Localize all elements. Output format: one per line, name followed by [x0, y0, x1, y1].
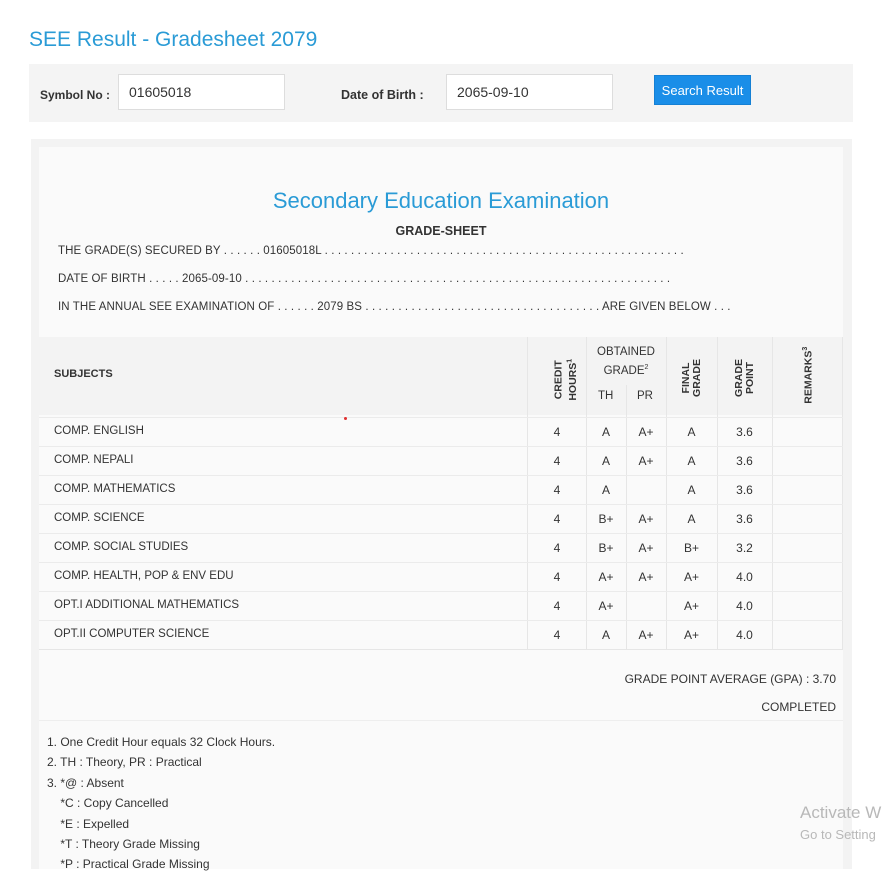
pr-grade-cell: A+ — [638, 425, 654, 439]
header-final-line1: FINAL — [680, 362, 692, 394]
row-divider — [39, 475, 843, 476]
subject-cell: COMP. MATHEMATICS — [54, 483, 176, 495]
subject-cell: COMP. NEPALI — [54, 454, 134, 466]
footnote-item: *C : Copy Cancelled — [47, 796, 169, 811]
row-divider — [39, 533, 843, 534]
header-th: TH — [598, 390, 614, 402]
th-grade-cell: A — [601, 425, 610, 439]
header-credit-hours — [553, 355, 579, 405]
header-obtained-sup: 2 — [644, 364, 649, 371]
final-grade-cell: A+ — [683, 628, 699, 642]
row-divider — [39, 562, 843, 563]
subject-cell: COMP. HEALTH, POP & ENV EDU — [54, 570, 234, 582]
dob-label: Date of Birth : — [341, 88, 424, 102]
row-divider — [39, 446, 843, 447]
footnote-item: 3. *@ : Absent — [47, 775, 124, 790]
grade-point-cell: 3.6 — [736, 512, 753, 526]
header-grade-point — [734, 353, 756, 403]
final-grade-cell: A — [687, 454, 696, 468]
gpa-summary: GRADE POINT AVERAGE (GPA) : 3.70 — [624, 672, 836, 686]
subject-cell: COMP. SOCIAL STUDIES — [54, 541, 189, 553]
credit-cell: 4 — [553, 599, 561, 613]
table-row — [39, 475, 843, 504]
table-bottom-line — [39, 649, 843, 650]
footnote-item: *E : Expelled — [47, 816, 130, 831]
final-grade-cell: A — [687, 483, 696, 497]
exam-title: Secondary Education Examination — [272, 188, 610, 213]
th-grade-cell: A — [601, 454, 610, 468]
activate-windows-subtext: Go to Setting — [800, 827, 876, 842]
footnotes — [47, 732, 275, 875]
footnote-item: 2. TH : Theory, PR : Practical — [47, 755, 202, 770]
footnote-item: *P : Practical Grade Missing — [47, 857, 210, 872]
credit-cell: 4 — [553, 628, 561, 642]
pr-grade-cell: A+ — [638, 512, 654, 526]
row-divider — [39, 591, 843, 592]
header-gp-line1: GRADE — [733, 359, 745, 397]
final-grade-cell: A+ — [683, 570, 699, 584]
table-row — [39, 620, 843, 649]
th-grade-cell: A+ — [598, 599, 614, 613]
th-grade-cell: A — [601, 628, 610, 642]
row-divider — [39, 417, 843, 418]
header-remarks-label: REMARKS — [802, 350, 815, 404]
pr-grade-cell: A+ — [638, 454, 654, 468]
credit-cell: 4 — [553, 570, 561, 584]
result-status: COMPLETED — [761, 700, 836, 714]
symbol-no-label: Symbol No : — [40, 88, 111, 102]
header-gp-line2: POINT — [744, 361, 756, 395]
header-credit-sup: 1 — [566, 358, 574, 363]
final-grade-cell: A+ — [683, 599, 699, 613]
subject-cell: OPT.II COMPUTER SCIENCE — [54, 628, 210, 640]
exam-line: IN THE ANNUAL SEE EXAMINATION OF . . . . . . 2079 BS . . . . . . . . . . . . . . . . . . . . . . . . . . . . . . . . . . . . ARE GIVEN BELOW . . . — [58, 301, 731, 313]
final-grade-cell: B+ — [683, 541, 699, 555]
grade-point-cell: 4.0 — [736, 628, 753, 642]
subject-cell: COMP. ENGLISH — [54, 425, 144, 437]
th-grade-cell: B+ — [598, 541, 614, 555]
pr-grade-cell: A+ — [638, 628, 654, 642]
footnote-item: 1. One Credit Hour equals 32 Clock Hours. — [47, 735, 276, 749]
subject-cell: OPT.I ADDITIONAL MATHEMATICS — [54, 599, 240, 611]
th-grade-cell: A — [601, 483, 610, 497]
table-row — [39, 533, 843, 562]
header-obtained-grade — [586, 345, 666, 379]
search-result-button[interactable]: Search Result — [654, 75, 751, 105]
subject-cell: COMP. SCIENCE — [54, 512, 145, 524]
activate-windows-watermark: Activate W — [800, 803, 882, 822]
header-credit-line1: CREDIT — [552, 360, 565, 400]
table-row — [39, 446, 843, 475]
credit-cell: 4 — [553, 454, 561, 468]
final-grade-cell: A — [687, 425, 696, 439]
row-divider — [39, 504, 843, 505]
grade-point-cell: 3.2 — [736, 541, 753, 555]
grade-point-cell: 4.0 — [736, 570, 753, 584]
th-grade-cell: A+ — [598, 570, 614, 584]
row-divider — [39, 620, 843, 621]
header-remarks — [800, 345, 815, 405]
header-remarks-sup: 3 — [801, 346, 809, 351]
table-header — [39, 337, 843, 415]
credit-cell: 4 — [553, 512, 561, 526]
header-pr: PR — [637, 390, 653, 402]
table-row — [39, 562, 843, 591]
symbol-no-input[interactable]: 01605018 — [118, 74, 285, 110]
grade-point-cell: 3.6 — [736, 425, 753, 439]
gradesheet-inner — [39, 147, 843, 872]
secured-by-line: THE GRADE(S) SECURED BY . . . . . . 01605018L . . . . . . . . . . . . . . . . . . . . . . . . . . . . . . . . . . . . . . . . . . . . . . . . . . . . . . . — [58, 245, 684, 257]
pr-grade-cell: A+ — [638, 570, 654, 584]
gradesheet-title: GRADE-SHEET — [395, 224, 487, 238]
header-final-grade — [681, 353, 703, 403]
final-grade-cell: A — [687, 512, 696, 526]
grade-point-cell: 3.6 — [736, 454, 753, 468]
header-obtained-line2: GRADE — [603, 364, 645, 377]
table-row — [39, 417, 843, 446]
grade-point-cell: 3.6 — [736, 483, 753, 497]
table-row — [39, 504, 843, 533]
page-title: SEE Result - Gradesheet 2079 — [29, 28, 318, 51]
th-grade-cell: B+ — [598, 512, 614, 526]
footnote-item: *T : Theory Grade Missing — [47, 836, 200, 851]
pr-grade-cell: A+ — [638, 541, 654, 555]
header-final-line2: GRADE — [691, 359, 703, 397]
dob-input[interactable]: 2065-09-10 — [446, 74, 613, 110]
header-obtained-line1: OBTAINED — [597, 346, 655, 358]
notes-divider — [39, 720, 843, 721]
gradesheet-panel — [31, 139, 852, 872]
header-credit-line2: HOURS — [566, 362, 579, 401]
credit-cell: 4 — [553, 425, 561, 439]
red-dot-marker — [344, 417, 347, 420]
dob-line: DATE OF BIRTH . . . . . 2065-09-10 . . . . . . . . . . . . . . . . . . . . . . . . . . . . . . . . . . . . . . . . . . . . . . . . . . . . . . . . . . . . . . . . . — [58, 273, 671, 285]
credit-cell: 4 — [553, 541, 561, 555]
table-row — [39, 591, 843, 620]
grade-point-cell: 4.0 — [736, 599, 753, 613]
credit-cell: 4 — [553, 483, 561, 497]
header-subjects: SUBJECTS — [54, 368, 113, 380]
